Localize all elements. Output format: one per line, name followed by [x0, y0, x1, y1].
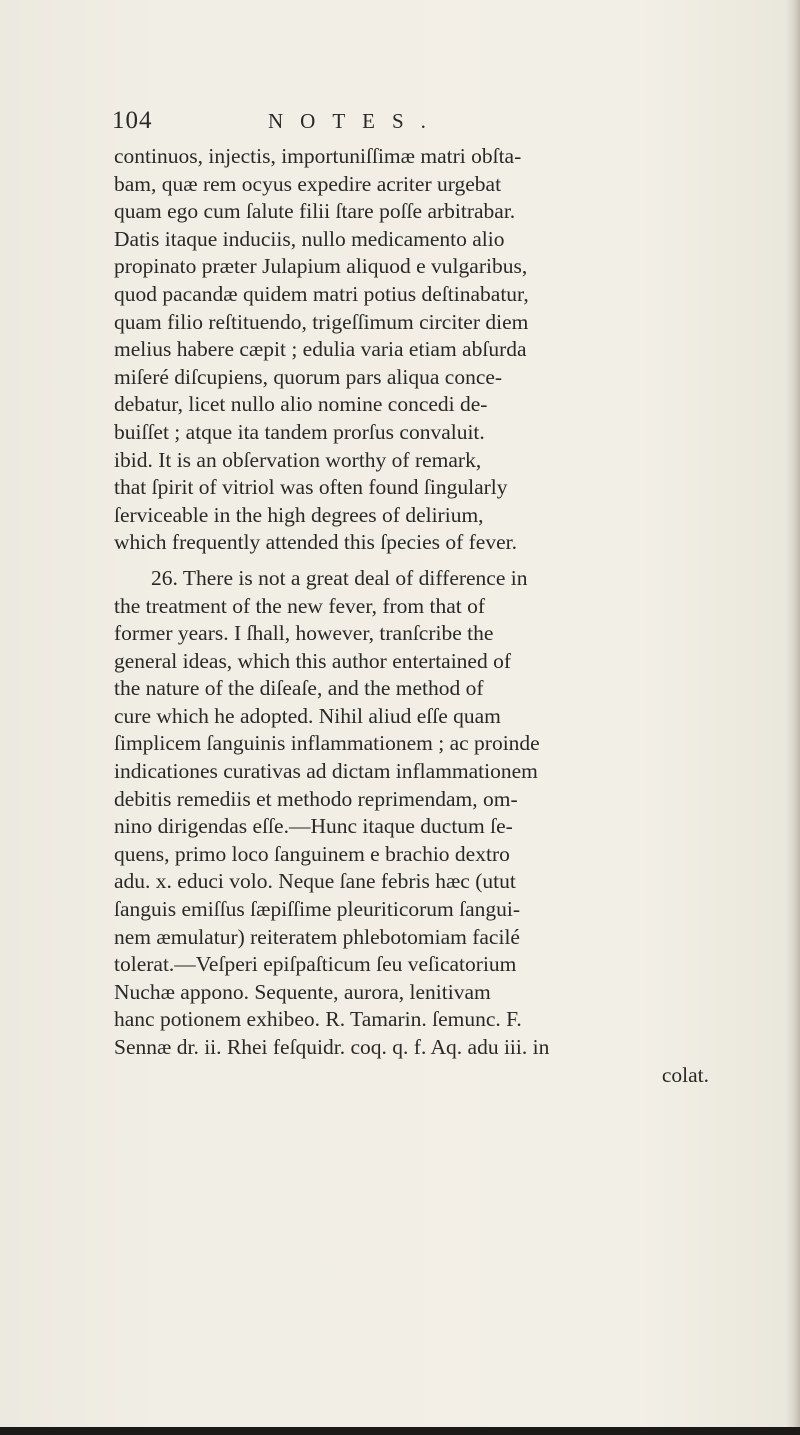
text-line: hanc potionem exhibeo. R. Tamarin. ſemunc. F. [114, 1007, 522, 1032]
text-line: buiſſet ; atque ita tandem prorſus convaluit. [114, 419, 485, 444]
running-head: NOTES. [268, 109, 443, 133]
page-header [0, 107, 800, 147]
scan-bottom-border [0, 1427, 800, 1435]
text-line: Sennæ dr. ii. Rhei feſquidr. coq. q. f. Aq. adu iii. in [114, 1035, 550, 1059]
text-line: the nature of the diſeaſe, and the method of [114, 676, 484, 701]
text-line: debatur, licet nullo alio nomine concedi de- [114, 392, 488, 417]
text-line: quam ego cum ſalute filii ſtare poſſe arbitrabar. [114, 199, 516, 224]
text-line: ſanguis emiſſus ſæpiſſime pleuriticorum ſangui- [114, 897, 521, 922]
text-line: continuos, injectis, importuniſſimæ matri obſta- [114, 144, 522, 168]
text-line: nino dirigendas eſſe.—Hunc itaque ductum ſe- [114, 814, 513, 839]
catchword: colat. [661, 1062, 709, 1087]
text-line: which frequently attended this ſpecies of fever. [114, 530, 517, 555]
text-line: ſimplicem ſanguinis inflammationem ; ac proinde [114, 731, 540, 756]
text-line: bam, quæ rem ocyus expedire acriter urgebat [114, 171, 502, 196]
text-line: ibid. It is an obſervation worthy of remark, [114, 447, 482, 472]
text-line: Datis itaque induciis, nullo medicamento alio [114, 226, 505, 251]
text-line: cure which he adopted. Nihil aliud eſſe quam [114, 703, 501, 728]
text-line: ſerviceable in the high degrees of delirium, [114, 502, 484, 527]
paragraph-start-line: 26. There is not a great deal of difference in [151, 565, 528, 590]
text-line: that ſpirit of vitriol was often found ſingularly [114, 475, 508, 500]
text-line: quod pacandæ quidem matri potius deſtinabatur, [114, 281, 529, 306]
text-line: indicationes curativas ad dictam inflammationem [114, 759, 538, 784]
page-edge-shadow [786, 0, 800, 1435]
text-line: Nuchæ appono. Sequente, aurora, lenitivam [114, 979, 491, 1004]
text-line: general ideas, which this author entertained of [114, 648, 512, 673]
text-line: miſeré diſcupiens, quorum pars aliqua conce- [114, 364, 503, 389]
text-line: nem æmulatur) reiteratem phlebotomiam facilé [114, 924, 520, 949]
text-line: the treatment of the new fever, from that of [114, 593, 486, 618]
body-text [114, 143, 714, 1089]
paragraph-gap [114, 557, 714, 565]
text-line: debitis remediis et methodo reprimendam, om- [114, 786, 518, 811]
text-line: adu. x. educi volo. Neque ſane febris hæc (utut [114, 869, 516, 894]
page-number: 104 [112, 107, 153, 134]
text-line: former years. I ſhall, however, tranſcribe the [114, 621, 494, 646]
text-line: quens, primo loco ſanguinem e brachio dextro [114, 841, 510, 866]
text-line: tolerat.—Veſperi epiſpaſticum ſeu veſicatorium [114, 952, 517, 977]
text-line: quam filio reſtituendo, trigeſſimum circiter diem [114, 309, 529, 334]
text-line: melius habere cæpit ; edulia varia etiam abſurda [114, 337, 527, 362]
text-line: propinato præter Julapium aliquod e vulgaribus, [114, 254, 528, 279]
